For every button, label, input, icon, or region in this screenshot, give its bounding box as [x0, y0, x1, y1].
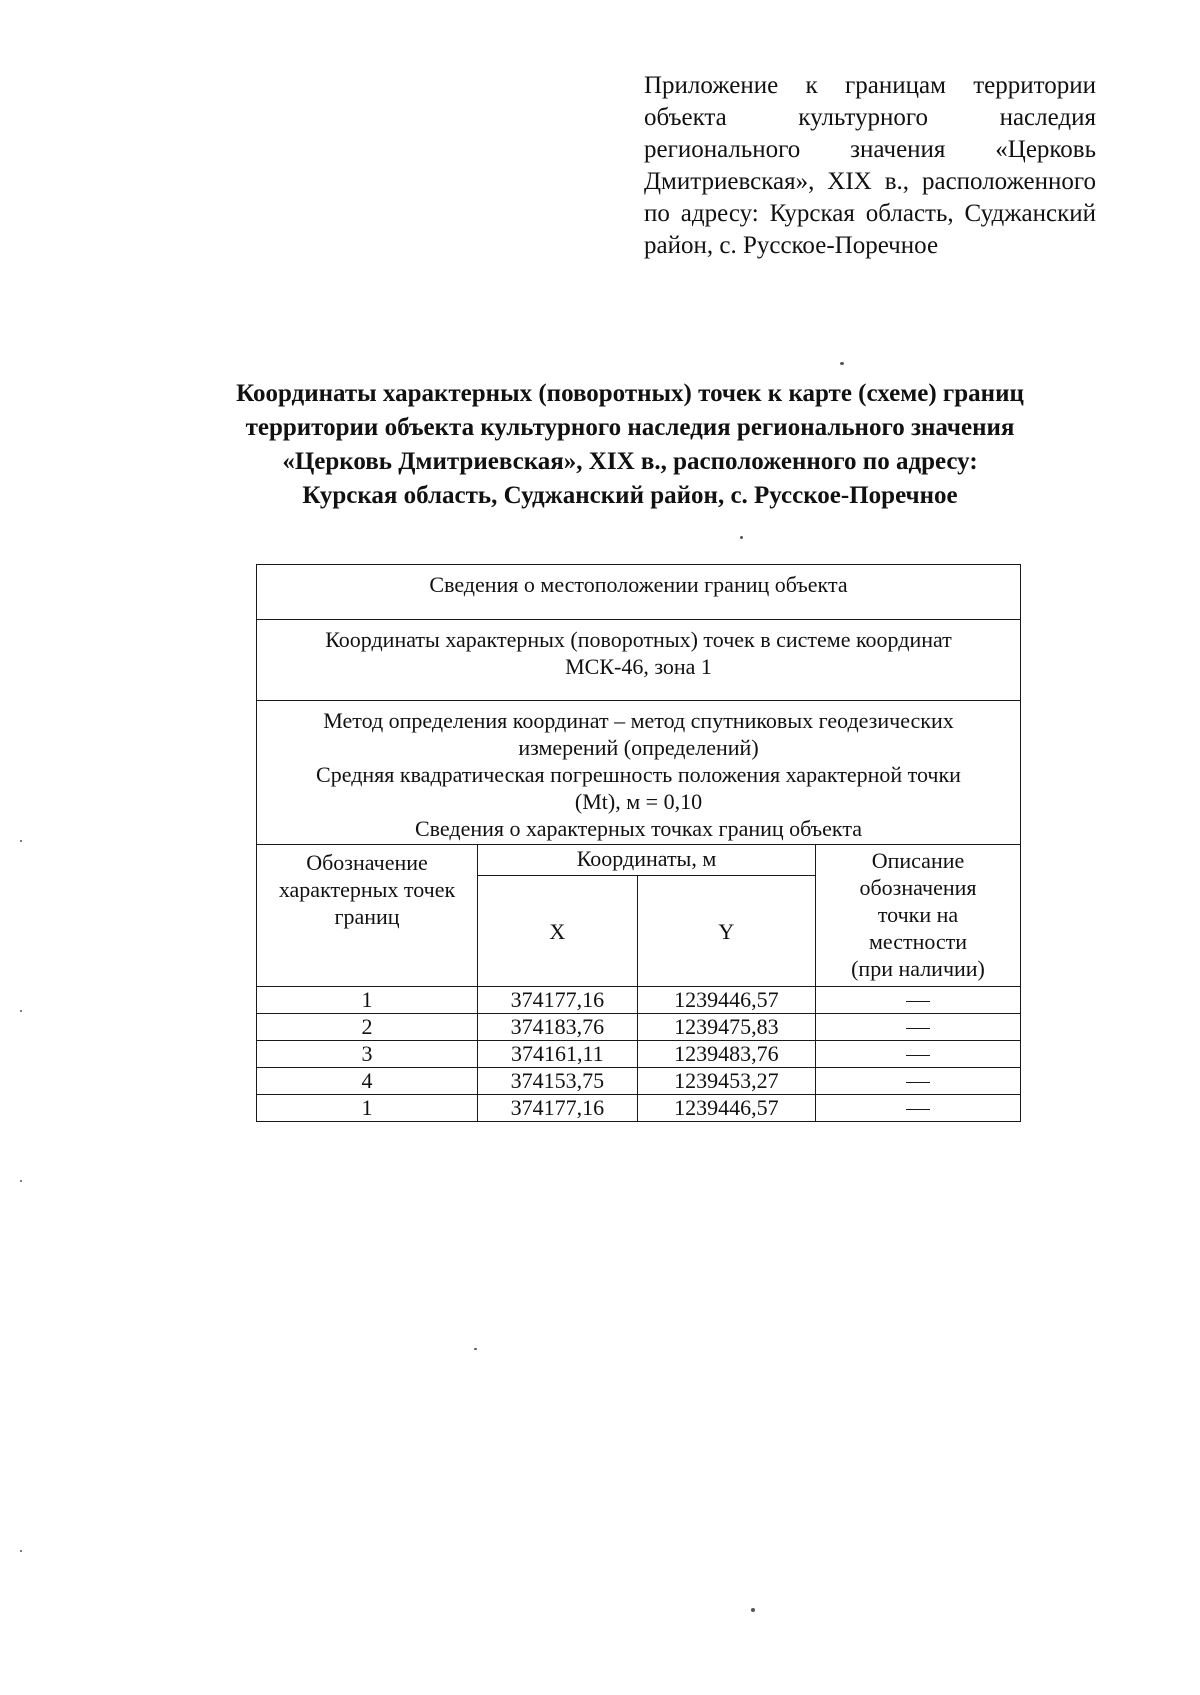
scan-speck [740, 536, 743, 539]
appendix-line: объекта культурного наследия [644, 104, 1096, 131]
scan-speck [20, 1180, 22, 1182]
scan-speck [751, 1608, 755, 1612]
x-coordinate: 374177,16 [478, 1095, 638, 1122]
appendix-line: Дмитриевская», XIX в., [644, 168, 909, 195]
description-header-line: обозначения [859, 875, 977, 900]
x-coordinate: 374153,75 [478, 1068, 638, 1095]
y-coordinate: 1239446,57 [637, 987, 815, 1014]
x-coordinate: 374183,76 [478, 1014, 638, 1041]
designation-header-line: характерных точек [278, 877, 456, 902]
point-description [816, 987, 1021, 1014]
y-coordinate: 1239483,76 [637, 1041, 815, 1068]
point-number: 4 [257, 1068, 478, 1095]
dash-mark [906, 1082, 930, 1083]
point-description [816, 1068, 1021, 1095]
point-description [816, 1095, 1021, 1122]
y-coordinate: 1239475,83 [637, 1014, 815, 1041]
point-number: 1 [257, 987, 478, 1014]
accuracy-line: Средняя квадратическая погрешность положения характерной точки [316, 762, 961, 787]
designation-header-line: Обозначение [306, 850, 428, 875]
point-description [816, 1041, 1021, 1068]
coordinate-system-header [257, 620, 1021, 701]
title-line: «Церковь Дмитриевская», XIX в., расположенного по адресу: [282, 448, 978, 475]
appendix-line: Приложение к границам территории [644, 72, 1096, 99]
table-row [257, 1041, 1021, 1068]
dash-mark [906, 1028, 930, 1029]
designation-column-header [257, 845, 478, 987]
appendix-line: расположенного по адресу: Курская [644, 168, 1096, 227]
point-number: 2 [257, 1014, 478, 1041]
appendix-line: с. Русское-Поречное [719, 232, 939, 259]
y-column-header: Y [637, 876, 815, 987]
scan-speck [20, 1010, 22, 1012]
table-row [257, 987, 1021, 1014]
table-row [257, 1068, 1021, 1095]
appendix-line: регионального значения «Церковь [644, 136, 1096, 163]
method-line: измерений (определений) [518, 735, 759, 760]
description-column-header [816, 845, 1021, 987]
description-header-line: Описание [871, 848, 965, 873]
scan-speck [20, 840, 22, 842]
point-description [816, 1014, 1021, 1041]
description-header-line: (при наличии) [851, 956, 985, 981]
point-number: 1 [257, 1095, 478, 1122]
description-header-line: местности [868, 929, 968, 954]
coordinate-system-line: Координаты характерных (поворотных) точек в системе координат [325, 627, 952, 652]
table-header-row [257, 701, 1021, 845]
document-title [160, 377, 1100, 513]
points-info-line: Сведения о характерных точках границ объекта [415, 816, 862, 841]
title-line: территории объекта культурного наследия регионального значения [245, 414, 1015, 441]
column-header-row [257, 845, 1021, 876]
method-line: Метод определения координат – метод спутниковых геодезических [323, 708, 954, 733]
point-number: 3 [257, 1041, 478, 1068]
coordinate-system-zone: МСК-46, зона 1 [565, 654, 712, 679]
title-line: Координаты характерных (поворотных) точек к карте (схеме) границ [236, 380, 1024, 407]
boundary-info-header: Сведения о местоположении границ объекта [257, 565, 1021, 620]
appendix-line: область, Суджанский район, [644, 200, 1096, 259]
appendix-note [644, 70, 1096, 262]
x-coordinate: 374161,11 [478, 1041, 638, 1068]
designation-header-line: границ [334, 904, 400, 929]
coordinates-table [256, 564, 1021, 1122]
table-header-row [257, 620, 1021, 701]
scan-speck [474, 1348, 477, 1350]
dash-mark [906, 1109, 930, 1110]
y-coordinate: 1239453,27 [637, 1068, 815, 1095]
table-header-row [257, 565, 1021, 620]
table-row [257, 1014, 1021, 1041]
scan-speck [840, 362, 844, 365]
x-column-header: X [478, 876, 638, 987]
scan-speck [20, 1550, 22, 1552]
x-coordinate: 374177,16 [478, 987, 638, 1014]
y-coordinate: 1239446,57 [637, 1095, 815, 1122]
description-header-line: точки на [877, 902, 959, 927]
title-line: Курская область, Суджанский район, с. Русское-Поречное [302, 482, 958, 509]
dash-mark [906, 1001, 930, 1002]
accuracy-value: (Mt), м = 0,10 [574, 789, 703, 814]
table-row [257, 1095, 1021, 1122]
coordinates-group-header: Координаты, м [478, 845, 816, 876]
method-header [257, 701, 1021, 845]
dash-mark [906, 1055, 930, 1056]
